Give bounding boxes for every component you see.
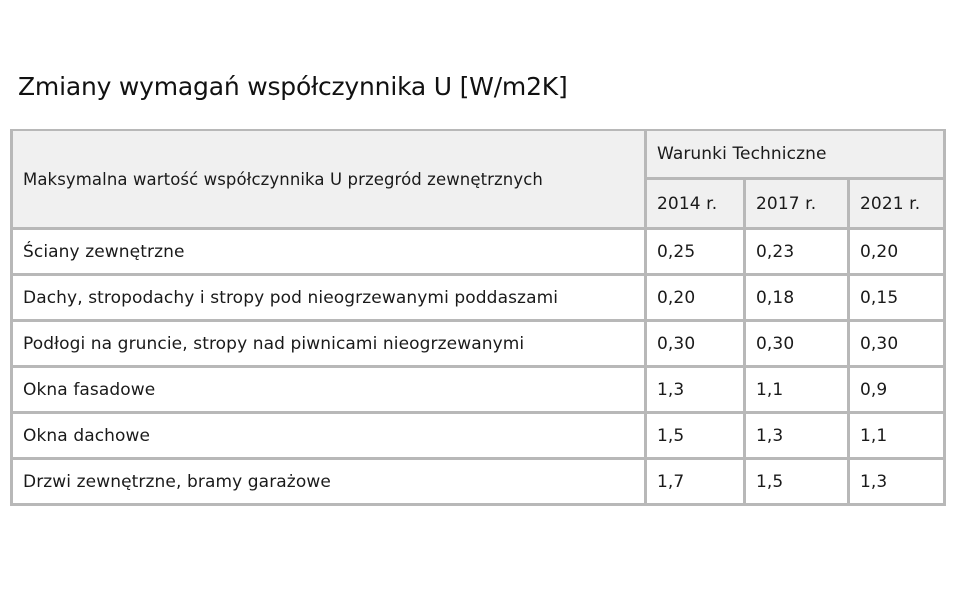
row-label: Drzwi zewnętrzne, bramy garażowe [12,459,646,505]
row-label: Okna fasadowe [12,367,646,413]
value-2021: 0,9 [849,367,945,413]
table-header [12,130,945,229]
u-coefficient-table [10,129,946,506]
row-label: Okna dachowe [12,413,646,459]
value-2014: 0,25 [646,229,745,275]
year-header-2014: 2014 r. [646,179,745,229]
table-row [12,413,945,459]
value-2021: 0,30 [849,321,945,367]
value-2017: 0,30 [745,321,849,367]
table-row [12,459,945,505]
table-row [12,275,945,321]
row-label: Dachy, stropodachy i stropy pod nieogrzewanymi poddaszami [12,275,646,321]
label-column-header: Maksymalna wartość współczynnika U przegród zewnętrznych [12,130,646,229]
table-row [12,229,945,275]
header-row-group [12,130,945,179]
value-2017: 0,18 [745,275,849,321]
row-label: Ściany zewnętrzne [12,229,646,275]
value-2014: 0,30 [646,321,745,367]
year-header-2021: 2021 r. [849,179,945,229]
value-2021: 0,15 [849,275,945,321]
group-header-warunki: Warunki Techniczne [646,130,945,179]
value-2021: 0,20 [849,229,945,275]
value-2014: 1,3 [646,367,745,413]
row-label: Podłogi na gruncie, stropy nad piwnicami nieogrzewanymi [12,321,646,367]
value-2017: 1,3 [745,413,849,459]
page-title: Zmiany wymagań współczynnika U [W/m2K] [18,72,568,101]
table-row [12,367,945,413]
value-2017: 1,1 [745,367,849,413]
value-2017: 1,5 [745,459,849,505]
year-header-2017: 2017 r. [745,179,849,229]
table-row [12,321,945,367]
value-2014: 1,7 [646,459,745,505]
value-2021: 1,3 [849,459,945,505]
value-2021: 1,1 [849,413,945,459]
value-2014: 1,5 [646,413,745,459]
table-body [12,229,945,505]
value-2014: 0,20 [646,275,745,321]
value-2017: 0,23 [745,229,849,275]
